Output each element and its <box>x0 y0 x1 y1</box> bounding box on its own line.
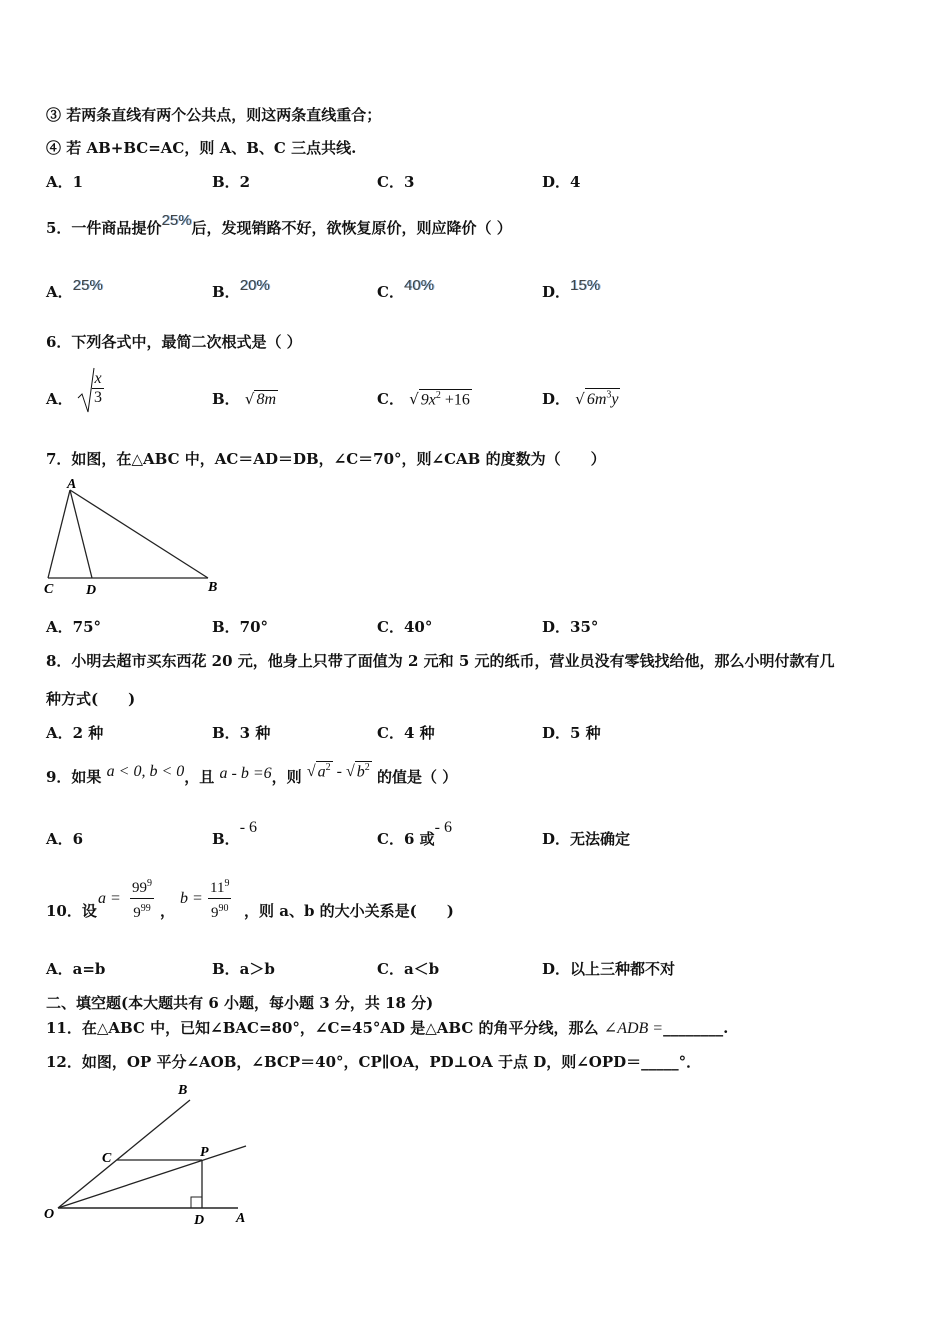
q6-option-c-label: C． <box>377 390 404 408</box>
point-label-a: A <box>236 1211 246 1226</box>
q10-a-fraction <box>130 874 154 923</box>
q10-a-numerator-exp: 9 <box>147 878 152 889</box>
vertex-label-d: D <box>86 583 97 598</box>
q10-stem-post: ，则 a、b 的大小关系是( ) <box>244 902 454 920</box>
q6-option-c: C． √ $9x^2 +16$ <box>377 389 470 408</box>
q7-option-a: A．75° <box>46 618 102 636</box>
q10-option-b: B．a＞b <box>212 960 275 978</box>
q9-exponent-b: 2 <box>364 761 370 773</box>
q10-b-numerator-exp: 9 <box>224 878 230 889</box>
q9-stem: 9．如果 a < 0, b < 0，且 a - b =6，则 √ $a^2$ - √ $b^2$ 的值是（ ） <box>46 761 458 786</box>
point-label-b: B <box>178 1083 188 1098</box>
q10-option-c: C．a＜b <box>377 960 440 978</box>
q9-option-c-value: - 6 <box>434 819 452 836</box>
q4-option-a: A．1 <box>46 173 84 191</box>
q9-stem-mid: ，且 <box>184 768 215 786</box>
q7-option-c: C．40° <box>377 618 433 636</box>
q5-stem <box>46 212 512 238</box>
q6-a-numerator: x <box>92 370 104 389</box>
q6-option-d: D． √ $6m^3y$ <box>542 389 619 408</box>
q6-option-c-rest: +16 <box>440 391 470 408</box>
q11-stem-pre: 11．在△ABC 中，已知∠BAC=80°，∠C=45°AD 是△ABC 的角平分线，那么 <box>46 1019 599 1037</box>
q5-option-c <box>377 277 434 302</box>
q4-option-b: B．2 <box>212 173 251 191</box>
q9-minus: - <box>332 763 346 780</box>
q10-b-fraction <box>208 874 231 923</box>
q10-option-d: D．以上三种都不对 <box>542 960 676 978</box>
q10-b-lhs: b = <box>180 890 203 907</box>
q8-option-c: C．4 种 <box>377 724 435 742</box>
q9-option-a: A．6 <box>46 830 84 848</box>
right-angle-mark-icon <box>191 1197 202 1208</box>
vertex-label-a: A <box>67 477 77 492</box>
q5-stem-percent: 25% <box>161 212 192 229</box>
q7-triangle-figure <box>40 474 230 599</box>
q4-option-c: C．3 <box>377 173 415 191</box>
q5-option-c-label: C． <box>377 283 404 301</box>
q9-option-b-label: B． <box>212 830 240 848</box>
q11-answer-blank[interactable]: ________ <box>663 1019 724 1037</box>
q5-option-b <box>212 277 270 302</box>
q10-stem-pre: 10．设 <box>46 902 97 920</box>
q10-comma: ， <box>160 902 176 920</box>
q8-stem-line2: 种方式( ) <box>46 690 136 708</box>
section-2-heading: 二、填空题(本大题共有 6 小题，每小题 3 分，共 18 分) <box>46 994 434 1012</box>
q9-exponent-a: 2 <box>325 761 331 773</box>
q10-a-denominator-exp: 99 <box>140 903 151 914</box>
q5-stem-post: 后，发现销路不好，欲恢复原价，则应降价（ ） <box>191 219 512 237</box>
q4-option-d: D．4 <box>542 173 581 191</box>
q6-stem: 6．下列各式中，最简二次根式是（ ） <box>46 333 302 351</box>
q10-b-numerator-base: 11 <box>210 880 225 896</box>
q8-stem-line1: 8．小明去超市买东西花 20 元，他身上只带了面值为 2 元和 5 元的纸币，营业员没有零钱找给他，那么小明付款有几 <box>46 652 835 670</box>
statement-4: ④ 若 AB+BC=AC，则 A、B、C 三点共线. <box>46 139 357 157</box>
q6-option-c-exponent: 2 <box>435 389 441 401</box>
q6-option-a-fraction <box>92 370 104 407</box>
q6-option-d-post: y <box>611 391 619 408</box>
point-label-o: O <box>44 1207 55 1222</box>
q5-option-d-value: 15% <box>570 277 601 294</box>
q5-option-d-label: D． <box>542 283 571 301</box>
q8-option-d: D．5 种 <box>542 724 601 742</box>
q9-stem-post: 的值是（ ） <box>377 768 458 786</box>
point-label-d: D <box>194 1213 205 1228</box>
q7-option-d: D．35° <box>542 618 599 636</box>
statement-3: ③ 若两条直线有两个公共点，则这两条直线重合； <box>46 106 382 124</box>
q6-option-c-base: 9x <box>420 391 436 408</box>
q9-stem-then: ，则 <box>271 768 302 786</box>
q10-b-denominator-exp: 90 <box>218 903 229 914</box>
q10-a-denominator-base: 9 <box>133 905 141 921</box>
q12-angle-figure <box>40 1078 260 1228</box>
q9-option-b <box>212 819 258 849</box>
q9-option-d: D．无法确定 <box>542 830 631 848</box>
q5-option-b-label: B． <box>212 283 240 301</box>
q6-option-a-label: A． <box>46 390 73 408</box>
q9-stem-pre: 9．如果 <box>46 768 102 786</box>
vertex-label-c: C <box>44 582 54 597</box>
q7-option-b: B．70° <box>212 618 269 636</box>
q6-option-d-label: D． <box>542 390 571 408</box>
q5-option-d <box>542 277 601 302</box>
q6-option-b-label: B． <box>212 390 240 408</box>
q5-option-a-label: A． <box>46 283 73 301</box>
vertex-label-b: B <box>208 580 218 595</box>
q9-option-c <box>377 819 452 849</box>
ray-ob <box>58 1100 190 1208</box>
q10-option-a: A．a=b <box>46 960 106 978</box>
q6-option-b-radicand: 8m <box>256 391 277 408</box>
q9-radicand-a: a <box>317 763 326 780</box>
q5-stem-pre: 5．一件商品提价 <box>46 219 162 237</box>
q9-condition-2: a - b =6 <box>219 765 272 782</box>
q8-option-b: B．3 种 <box>212 724 271 742</box>
q9-condition-1: a < 0, b < 0 <box>106 763 185 780</box>
q6-option-b: B． √ 8m <box>212 390 277 408</box>
q11-stem-end: . <box>723 1019 729 1037</box>
q5-option-a <box>46 277 103 302</box>
q6-option-d-pre: 6m <box>586 391 607 408</box>
q5-option-b-value: 20% <box>239 277 270 294</box>
q9-option-c-label: C．6 或 <box>377 830 435 848</box>
q7-stem: 7．如图，在△ABC 中，AC＝AD＝DB，∠C＝70°，则∠CAB 的度数为（ ） <box>46 450 606 468</box>
point-label-p: P <box>200 1145 209 1160</box>
q9-radicand-b: b <box>356 763 365 780</box>
q5-option-c-value: 40% <box>403 277 434 294</box>
q11-angle: ∠ADB = <box>603 1020 664 1037</box>
q9-option-b-value: - 6 <box>239 819 258 836</box>
q10-a-numerator-base: 99 <box>132 880 147 896</box>
q6-option-d-exponent: 3 <box>606 389 612 401</box>
q10-b-denominator-base: 9 <box>210 905 219 921</box>
segment-ac <box>48 490 70 578</box>
q11-stem <box>46 1017 728 1038</box>
q5-option-a-value: 25% <box>72 277 103 294</box>
ray-op <box>58 1146 246 1208</box>
segment-ad <box>70 490 92 578</box>
q10-a-lhs: a = <box>98 890 121 907</box>
q12-stem: 12．如图，OP 平分∠AOB，∠BCP＝40°，CP∥OA，PD⊥OA 于点 D，则∠OPD＝_____°． <box>46 1053 702 1071</box>
segment-ab <box>70 490 208 578</box>
point-label-c: C <box>102 1151 112 1166</box>
q8-option-a: A．2 种 <box>46 724 104 742</box>
q6-a-denominator: 3 <box>94 389 102 406</box>
